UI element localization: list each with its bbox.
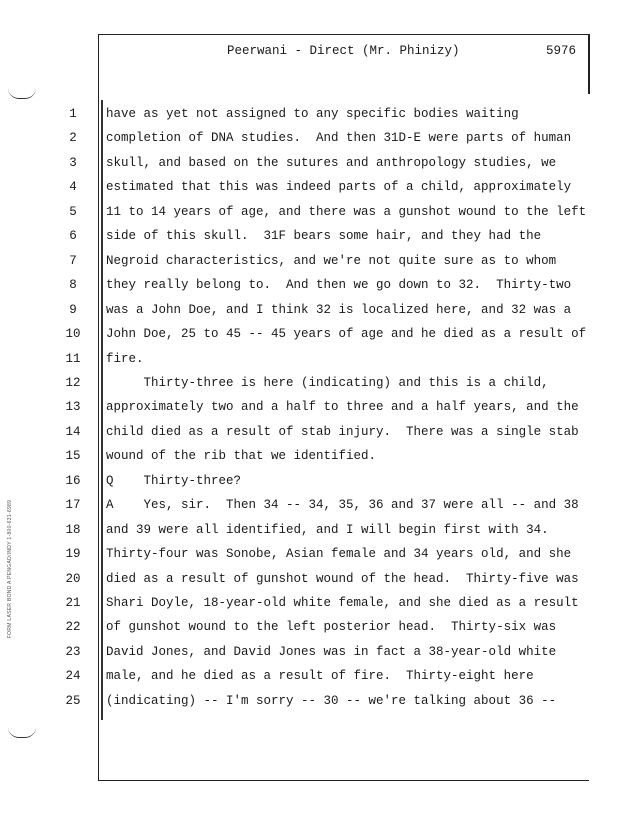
transcript-line: John Doe, 25 to 45 -- 45 years of age and he died as a result of xyxy=(106,327,587,342)
line-number: 6 xyxy=(69,229,77,244)
transcript-line: was a John Doe, and I think 32 is localized here, and 32 was a xyxy=(106,302,572,317)
transcript-line: Shari Doyle, 18-year-old white female, and she died as a result xyxy=(106,596,579,610)
transcript-line: fire. xyxy=(106,351,144,366)
line-number: 13 xyxy=(65,400,81,415)
punch-hole-mark-bottom xyxy=(8,727,36,738)
transcript-line: Q Thirty-three? xyxy=(106,473,242,488)
line-number: 22 xyxy=(65,620,81,635)
page-header xyxy=(100,44,590,64)
line-number: 20 xyxy=(65,571,81,586)
transcript-line: approximately two and a half to three and a half years, and the xyxy=(106,400,579,415)
line-number: 24 xyxy=(65,669,81,684)
line-number: 11 xyxy=(65,351,81,366)
transcript-line: estimated that this was indeed parts of a child, approximately xyxy=(106,180,572,195)
frame-right-edge xyxy=(588,34,590,94)
transcript-line: they really belong to. And then we go down to 32. Thirty-two xyxy=(106,278,572,293)
line-number: 23 xyxy=(65,644,81,659)
margin-rule xyxy=(101,100,103,720)
line-number: 15 xyxy=(65,449,81,464)
line-number: 14 xyxy=(65,424,81,439)
transcript-line: completion of DNA studies. And then 31D-E were parts of human xyxy=(106,131,572,146)
form-margin-note: FORM LASER BOND A PENGAD/INDY 1-800-631-6989 xyxy=(7,499,13,639)
transcript-line: side of this skull. 31F bears some hair, and they had the xyxy=(106,229,542,244)
transcript-line: died as a result of gunshot wound of the head. Thirty-five was xyxy=(106,571,579,586)
line-number: 1 xyxy=(69,107,77,121)
line-number: 4 xyxy=(69,180,77,195)
line-number: 17 xyxy=(65,498,81,513)
line-number: 3 xyxy=(69,155,77,170)
transcript-line: A Yes, sir. Then 34 -- 34, 35, 36 and 37 were all -- and 38 xyxy=(106,498,579,513)
line-number: 5 xyxy=(69,204,77,219)
transcript-line: Thirty-four was Sonobe, Asian female and 34 years old, and she xyxy=(106,547,572,562)
line-number: 9 xyxy=(69,302,77,317)
transcript-line: have as yet not assigned to any specific bodies waiting xyxy=(106,107,519,121)
page-number: 5976 xyxy=(546,44,577,58)
transcript-line: male, and he died as a result of fire. Thirty-eight here xyxy=(106,669,534,684)
transcript-line: child died as a result of stab injury. There was a single stab xyxy=(106,424,579,439)
line-number: 8 xyxy=(69,278,77,293)
line-number: 19 xyxy=(65,547,81,562)
line-number: 16 xyxy=(65,473,81,488)
punch-hole-mark-top xyxy=(8,88,36,99)
header-title: Peerwani - Direct (Mr. Phinizy) xyxy=(227,44,460,58)
transcript-line: wound of the rib that we identified. xyxy=(106,449,377,464)
line-number: 25 xyxy=(65,693,81,708)
line-number: 7 xyxy=(69,253,77,268)
transcript-line: skull, and based on the sutures and anthropology studies, we xyxy=(106,155,557,170)
line-number: 10 xyxy=(65,327,81,342)
transcript-line: (indicating) -- I'm sorry -- 30 -- we're talking about 36 -- xyxy=(106,693,557,708)
line-number: 18 xyxy=(65,522,81,537)
transcript-line: of gunshot wound to the left posterior head. Thirty-six was xyxy=(106,620,557,635)
line-number: 21 xyxy=(65,596,81,610)
transcript-line: Negroid characteristics, and we're not quite sure as to whom xyxy=(106,253,557,268)
line-number: 12 xyxy=(65,375,81,390)
transcript-line: Thirty-three is here (indicating) and this is a child, xyxy=(106,375,549,390)
transcript-line: David Jones, and David Jones was in fact a 38-year-old white xyxy=(106,644,557,659)
line-number: 2 xyxy=(69,131,77,146)
transcript-line: and 39 were all identified, and I will begin first with 34. xyxy=(106,522,549,537)
transcript-line: 11 to 14 years of age, and there was a gunshot wound to the left xyxy=(106,204,587,219)
